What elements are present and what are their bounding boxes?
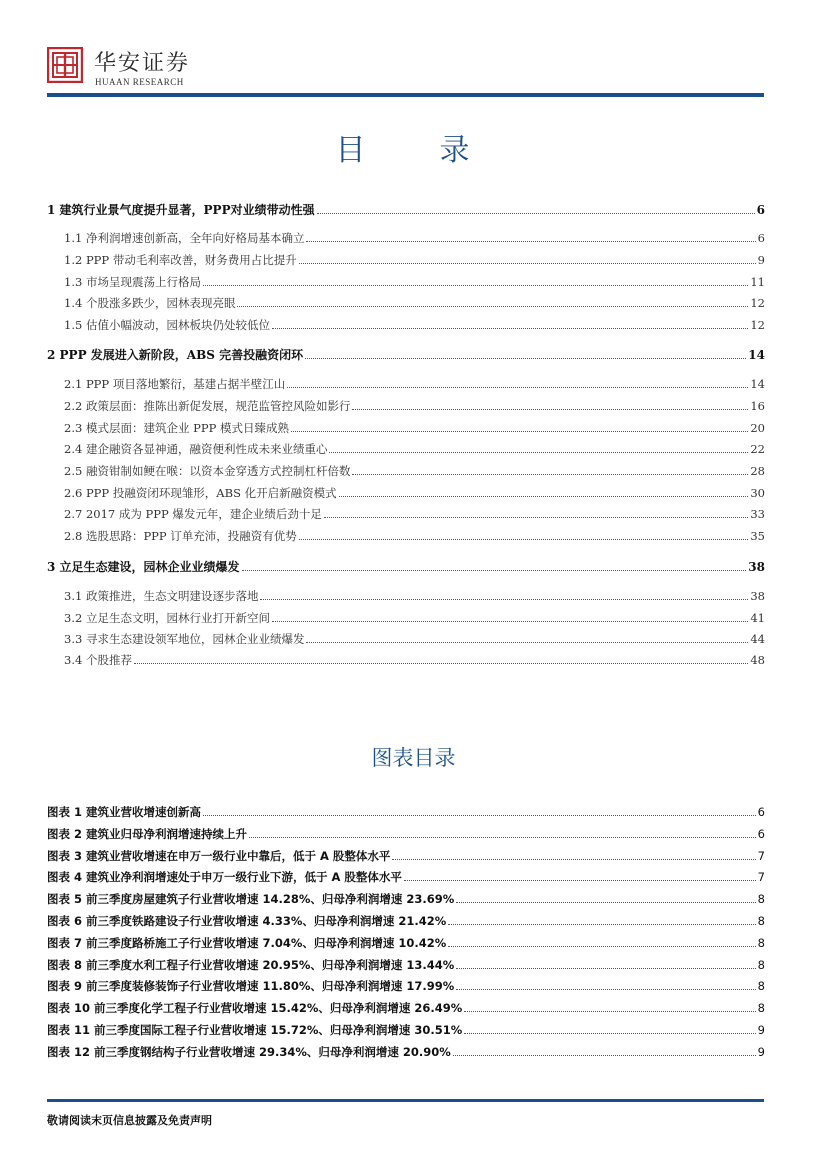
dot-leader [456,988,755,990]
toc-subsection-label: 3.1 政策推进，生态文明建设逐步落地 [64,589,259,603]
toc-section-page-number: 14 [748,348,765,362]
figure-list-item-page-number: 8 [757,958,765,972]
toc-title: 目 录 [335,133,492,168]
dot-leader [329,451,748,453]
toc-subsection-label: 2.1 PPP 项目落地繁衍，基建占据半壁江山 [64,377,286,391]
dot-leader [299,262,756,264]
dot-leader [299,538,749,540]
toc-subsection-label: 3.3 寻求生态建设领军地位，园林企业业绩爆发 [64,632,305,646]
toc-section-page-number: 6 [756,203,765,217]
figure-list-item[interactable] [47,935,765,951]
figure-list-item[interactable] [47,826,765,842]
figure-list-item[interactable] [47,957,765,973]
figure-list-item-label: 图表 1 建筑业营收增速创新高 [47,805,202,819]
figure-list-item-page-number: 8 [757,914,765,928]
figure-list-item-label: 图表 4 建筑业净利润增速处于申万一级行业下游，低于 A 股整体水平 [47,870,402,884]
toc-subsection[interactable] [47,631,765,647]
figure-list-item-page-number: 8 [757,936,765,950]
dot-leader [260,598,748,600]
toc-subsection-page-number: 38 [750,589,765,603]
toc-subsection[interactable] [47,317,765,333]
footer-disclaimer: 敬请阅读末页信息披露及免责声明 [47,1114,212,1127]
toc-section[interactable] [47,346,765,363]
dot-leader [306,641,748,643]
dot-leader [453,1054,756,1056]
toc-subsection-page-number: 35 [750,529,765,543]
dot-leader [237,305,748,307]
dot-leader [291,430,748,432]
toc-section[interactable] [47,558,765,575]
toc-subsection[interactable] [47,398,765,414]
figure-list-item[interactable] [47,913,765,929]
toc-subsection[interactable] [47,230,765,246]
toc-subsection-label: 2.6 PPP 投融资闭环现雏形，ABS 化开启新融资模式 [64,486,337,500]
figure-list-item[interactable] [47,1022,765,1038]
dot-leader [203,814,756,816]
dot-leader [456,901,755,903]
toc-subsection[interactable] [47,441,765,457]
figure-list-item-label: 图表 7 前三季度路桥施工子行业营收增速 7.04%、归母净利润增速 10.42% [47,936,447,950]
toc-subsection[interactable] [47,528,765,544]
toc-subsection-page-number: 12 [750,318,765,332]
dot-leader [352,473,748,475]
figure-list-item-label: 图表 9 前三季度装修装饰子行业营收增速 11.80%、归母净利润增速 17.99% [47,979,455,993]
figure-list-item-page-number: 8 [757,1001,765,1015]
toc-subsection-page-number: 48 [750,653,765,667]
figure-list-item[interactable] [47,891,765,907]
toc-subsection-page-number: 14 [750,377,765,391]
figure-list-title: 图表目录 [371,746,456,770]
toc-section[interactable] [47,201,765,218]
figure-list-item-page-number: 8 [757,979,765,993]
toc-subsection[interactable] [47,588,765,604]
toc-subsection-label: 2.5 融资钳制如鲠在喉：以资本金穿透方式控制杠杆倍数 [64,464,351,478]
toc-subsection-page-number: 44 [750,632,765,646]
toc-subsection[interactable] [47,652,765,668]
figure-list-item-label: 图表 8 前三季度水利工程子行业营收增速 20.95%、归母净利润增速 13.44% [47,958,455,972]
toc-subsection-page-number: 6 [757,231,765,245]
dot-leader [272,327,748,329]
toc-subsection[interactable] [47,506,765,522]
toc-subsection-page-number: 11 [750,275,765,289]
dot-leader [272,620,748,622]
toc-section-label: 1 建筑行业景气度提升显著，PPP对业绩带动性强 [47,203,315,217]
figure-list-item[interactable] [47,1000,765,1016]
figure-list-item-label: 图表 10 前三季度化学工程子行业营收增速 15.42%、归母净利润增速 26.49% [47,1001,463,1015]
dot-leader [134,662,748,664]
toc-section-label: 3 立足生态建设，园林企业业绩爆发 [47,560,240,574]
toc-subsection-label: 2.2 政策层面：推陈出新促发展，规范监管控风险如影行 [64,399,351,413]
footer-divider [47,1099,764,1102]
toc-subsection[interactable] [47,295,765,311]
figure-list-item-label: 图表 2 建筑业归母净利润增速持续上升 [47,827,248,841]
toc-subsection-label: 2.4 建企融资各显神通，融资便利性成未来业绩重心 [64,442,328,456]
toc-subsection[interactable] [47,274,765,290]
dot-leader [464,1010,755,1012]
dot-leader [448,945,755,947]
toc-subsection-label: 3.2 立足生态文明，园林行业打开新空间 [64,611,270,625]
toc-subsection-label: 1.1 净利润增速创新高，全年向好格局基本确立 [64,231,305,245]
dot-leader [339,495,749,497]
toc-section-label: 2 PPP 发展进入新阶段，ABS 完善投融资闭环 [47,348,304,362]
header-divider [47,93,764,97]
toc-subsection-page-number: 33 [750,507,765,521]
huaan-logo-icon [47,47,83,83]
toc-subsection-label: 1.3 市场呈现震荡上行格局 [64,275,201,289]
dot-leader [203,284,748,286]
toc-section-page-number: 38 [748,560,765,574]
toc-subsection-page-number: 12 [750,296,765,310]
toc-subsection-page-number: 20 [750,421,765,435]
figure-list-item-page-number: 6 [757,827,765,841]
toc-subsection-page-number: 28 [750,464,765,478]
toc-subsection-label: 2.8 选股思路：PPP 订单充沛，投融资有优势 [64,529,297,543]
toc-subsection-page-number: 9 [757,253,765,267]
toc-subsection[interactable] [47,376,765,392]
dot-leader [287,386,748,388]
toc-subsection[interactable] [47,252,765,268]
toc-subsection-label: 1.4 个股涨多跌少，园林表现亮眼 [64,296,236,310]
figure-list-item-label: 图表 11 前三季度国际工程子行业营收增速 15.72%、归母净利润增速 30.51% [47,1023,463,1037]
figure-list-item-page-number: 9 [757,1023,765,1037]
toc-subsection[interactable] [47,485,765,501]
figure-list-item-label: 图表 5 前三季度房屋建筑子行业营收增速 14.28%、归母净利润增速 23.69% [47,892,455,906]
toc-subsection-page-number: 41 [750,611,765,625]
toc-subsection[interactable] [47,610,765,626]
toc-subsection-label: 3.4 个股推荐 [64,653,132,667]
dot-leader [317,212,755,214]
brand-name-en: HUAAN RESEARCH [95,77,184,87]
dot-leader [404,879,756,881]
toc-subsection-page-number: 30 [750,486,765,500]
toc-subsection-label: 1.2 PPP 带动毛利率改善，财务费用占比提升 [64,253,297,267]
page-header [0,0,827,100]
toc-subsection-label: 2.3 模式层面：建筑企业 PPP 模式日臻成熟 [64,421,289,435]
dot-leader [249,836,756,838]
figure-list-item-page-number: 7 [757,849,765,863]
toc-subsection[interactable] [47,420,765,436]
dot-leader [242,569,747,571]
figure-list-item[interactable] [47,848,765,864]
dot-leader [448,923,755,925]
figure-list-item[interactable] [47,978,765,994]
figure-list-item-page-number: 6 [757,805,765,819]
figure-list-item-label: 图表 3 建筑业营收增速在申万一级行业中靠后，低于 A 股整体水平 [47,849,391,863]
toc-subsection-page-number: 16 [750,399,765,413]
dot-leader [324,516,748,518]
figure-list-item[interactable] [47,869,765,885]
figure-list-item-page-number: 8 [757,892,765,906]
dot-leader [305,357,746,359]
figure-list-item-label: 图表 6 前三季度铁路建设子行业营收增速 4.33%、归母净利润增速 21.42% [47,914,447,928]
dot-leader [352,408,748,410]
toc-subsection-label: 1.5 估值小幅波动，园林板块仍处较低位 [64,318,270,332]
brand-name-cn: 华安证券 [94,51,191,76]
figure-list-item[interactable] [47,804,765,820]
dot-leader [306,240,755,242]
figure-list-item-page-number: 7 [757,870,765,884]
dot-leader [464,1032,755,1034]
figure-list-item-page-number: 9 [757,1045,765,1059]
figure-list-item[interactable] [47,1044,765,1060]
figure-list-item-label: 图表 12 前三季度钢结构子行业营收增速 29.34%、归母净利润增速 20.90% [47,1045,451,1059]
toc-subsection-label: 2.7 2017 成为 PPP 爆发元年，建企业绩后劲十足 [64,507,322,521]
dot-leader [392,858,755,860]
toc-subsection-page-number: 22 [750,442,765,456]
dot-leader [456,967,755,969]
toc-subsection[interactable] [47,463,765,479]
